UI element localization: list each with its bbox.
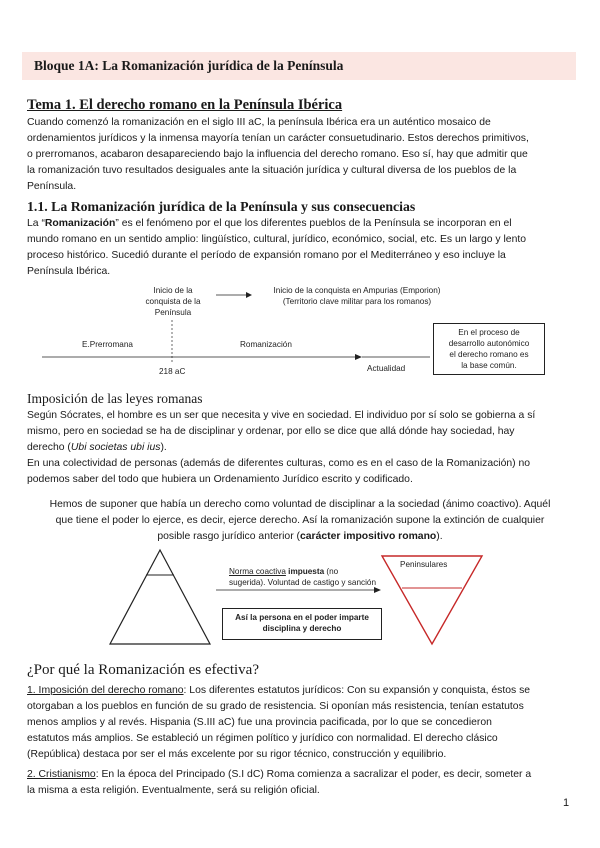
efectiva-line: (República) destaca por ser el más excelente por su rigor técnico, construcción y equilibrio. [27, 749, 447, 760]
text-run: La “ [27, 218, 45, 229]
box-line: la base común. [461, 361, 517, 370]
text-run: ” es el fenómeno por el que los diferentes pueblos de la Península se incorporan en el [115, 218, 512, 229]
tema1-line: la romanización tuvo resultados desiguales ante la situación jurídica y cultural diversa de los pueblos de la [27, 165, 517, 176]
tema1-line: Cuando comenzó la romanización en el siglo III aC, la península Ibérica era un auténtico mosaico de [27, 117, 491, 128]
point-label: 2. Cristianismo [27, 769, 96, 780]
imposicion-paragraph [27, 408, 587, 488]
norma-label [229, 566, 376, 588]
point-label: 1. Imposición del derecho romano [27, 685, 184, 696]
sec11-line: mundo romano en un sentido amplio: lingüístico, cultural, jurídico, económico, social, etc. Es un largo y lento [27, 234, 527, 245]
imposicion-line: Según Sócrates, el hombre es un ser que necesita y vive en sociedad. El individuo por sí solo se gobierna a sí [27, 410, 536, 421]
bold-term: Romanización [44, 218, 116, 229]
section-banner [22, 52, 576, 80]
efectiva-line: otorgaban a los pueblos en función de su grado de resistencia. Si oponían más resistencia, tenían estatutos [27, 701, 524, 712]
timeline-start-label [141, 285, 205, 318]
triangle-box [222, 608, 382, 640]
sec11-paragraph [27, 216, 583, 280]
page-number: 1 [563, 797, 570, 809]
efectiva-line [27, 683, 587, 699]
centered-line: que tiene el poder lo ejerce, es decir, ejerce derecho. Así la romanización supone la extinción de cualquier [55, 515, 545, 526]
timeline-date: 218 aC [159, 367, 186, 376]
triangle-diagram [0, 548, 600, 650]
sec11-line [27, 216, 583, 232]
norma-line [229, 566, 376, 577]
efectiva-line: la misma a esta religión. Eventualmente, será su religión oficial. [27, 785, 320, 796]
peninsulares-label: Peninsulares [400, 560, 448, 569]
efectiva-paragraph-2 [27, 767, 587, 799]
label-line: Inicio de la conquista en Ampurias (Emporion) [273, 286, 441, 295]
imposicion-line: En una colectividad de personas (además de diferentes culturas, como es en el caso de la Romanización) no [27, 458, 531, 469]
label-line: Inicio de la [153, 286, 193, 295]
text-run: ). [436, 531, 443, 542]
efectiva-line: estatutos más amplios. Se estableció un régimen político y jurídico con normalidad. El derecho clásico [27, 733, 498, 744]
timeline-ampurias-label [254, 285, 460, 307]
timeline-box [433, 323, 545, 375]
text-run: ). [160, 442, 167, 453]
efectiva-line: menos amplios y al revés. Hispania (S.III aC) fue una provincia pacificada, por lo que se concedieron [27, 717, 492, 728]
text-run: : Los diferentes estatutos jurídicos: Con su expansión y conquista, éstos se [183, 685, 531, 696]
centered-line [20, 529, 580, 545]
sec11-line: proceso histórico. Sucedió durante el período de expansión romano por el Mediterráneo y eso incluye la [27, 250, 506, 261]
text-run: Norma coactiva [229, 567, 286, 576]
sec11-heading: 1.1. La Romanización jurídica de la Península y sus consecuencias [27, 199, 416, 214]
tema1-paragraph [27, 115, 583, 195]
text-run: (no [324, 567, 339, 576]
text-run: : En la época del Principado (S.I dC) Roma comienza a sacralizar el poder, es decir, someter a [95, 769, 532, 780]
banner-title: Bloque 1A: La Romanización jurídica de la Península [34, 58, 344, 73]
efectiva-paragraph-1 [27, 683, 587, 763]
timeline-arrowhead-top [246, 292, 252, 298]
imposicion-centered [20, 497, 580, 545]
text-run: posible rasgo jurídico anterior ( [157, 531, 300, 542]
tema1-line: o prerromanos, acabaron desapareciendo bajo la influencia del derecho romano. Eso sí, hay que admitir que [27, 149, 528, 160]
box-line: En el proceso de [458, 328, 520, 337]
imposicion-line [27, 440, 587, 456]
timeline-prerromana: E.Prerromana [82, 340, 133, 349]
imposicion-heading: Imposición de las leyes romanas [27, 391, 203, 406]
label-line: (Territorio clave militar para los romanos) [282, 297, 432, 306]
box-line: desarrollo autonómico [448, 339, 530, 348]
tema1-line: Península. [27, 181, 77, 192]
timeline-diagram [0, 280, 600, 380]
tema1-line: ordenamientos jurídicos y la inmensa mayoría tenían un carácter consuetudinario. Estos derechos primitivos, [27, 133, 529, 144]
bold-term: impuesta [288, 567, 325, 576]
box-line: disciplina y derecho [262, 624, 342, 633]
text-run: derecho ( [27, 442, 71, 453]
efectiva-line [27, 767, 587, 783]
imposicion-line: mismo, pero en sociedad se ha de disciplinar y ordenar, por ello se dice que allá dónde hay sociedad, hay [27, 426, 515, 437]
norma-line: sugerida). Voluntad de castigo y sanción [229, 578, 377, 587]
box-line: el derecho romano es [449, 350, 529, 359]
timeline-romanizacion: Romanización [240, 340, 292, 349]
efectiva-heading: ¿Por qué la Romanización es efectiva? [27, 662, 259, 678]
sec11-line: Península Ibérica. [27, 266, 111, 277]
bold-term: carácter impositivo romano [300, 531, 437, 542]
upward-triangle [110, 550, 210, 644]
box-line: Así la persona en el poder imparte [235, 613, 369, 622]
label-line: conquista de la [145, 297, 201, 306]
tema1-heading: Tema 1. El derecho romano en la Península Ibérica [27, 97, 343, 113]
timeline-actualidad: Actualidad [367, 364, 406, 373]
centered-line: Hemos de suponer que había un derecho como voluntad de disciplinar a la sociedad (ánimo coactivo). Aquél [49, 499, 551, 510]
imposicion-line: podemos saber del todo que hubiera un Ordenamiento Jurídico escrito y codificado. [27, 474, 413, 485]
label-line: Península [154, 308, 192, 317]
italic-term: Ubi societas ubi ius [70, 442, 161, 453]
timeline-arrowhead-axis [355, 354, 362, 360]
